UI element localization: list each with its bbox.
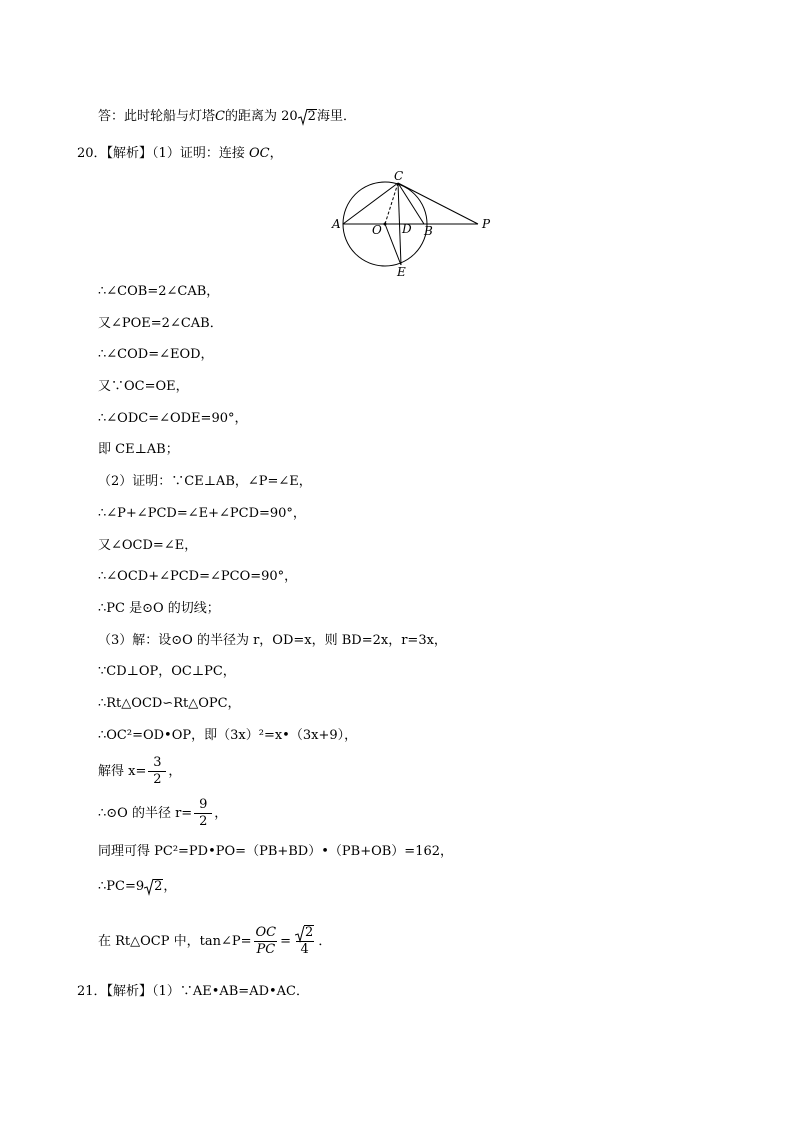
label-D: D: [402, 222, 412, 236]
proof-line: ∴∠COD=∠EOD，: [98, 347, 214, 362]
sqrt-symbol: 2: [295, 925, 314, 941]
proof-line: 又∵OC=OE，: [98, 379, 189, 394]
pc-squared-line: 同理可得 PC²=PD•PO=（PB+BD）•（PB+OB）=162，: [98, 844, 454, 859]
tan-line: 在 Rt△OCP 中，tan∠P= $\frac{OC}{PC}$ = $\frac{2}{4}$ ．: [98, 925, 332, 957]
pc-line: ∴PC=9 2，: [98, 879, 177, 894]
solve-x: 解得 x= $\frac{3}{2}$ ，: [98, 755, 182, 787]
q20-heading: 20．【解析】（1）证明：连接 OC，: [77, 146, 283, 161]
fraction: $\frac{3}{2}$: [148, 755, 166, 788]
proof-line: （2）证明：∵CE⊥AB，∠P=∠E，: [98, 474, 312, 489]
proof-line: ∴∠OCD+∠PCD=∠PCO=90°，: [98, 569, 298, 584]
proof-line: （3）解：设⊙O 的半径为 r，OD=x，则 BD=2x，r=3x，: [98, 633, 447, 648]
sqrt-symbol: 2: [298, 108, 317, 126]
label-P: P: [482, 217, 491, 231]
proof-line: ∴∠ODC=∠ODE=90°，: [98, 411, 248, 426]
proof-line: ∴∠COB=2∠CAB，: [98, 284, 220, 299]
fraction: $\frac{OC}{PC}$: [255, 925, 277, 957]
proof-line: ∵CD⊥OP，OC⊥PC，: [98, 664, 236, 679]
label-B: B: [424, 224, 433, 238]
label-E: E: [397, 265, 406, 278]
sqrt-symbol: 2: [144, 878, 163, 896]
label-C: C: [394, 169, 404, 183]
fraction: $\frac{9}{2}$: [194, 797, 212, 830]
answer-19: 答：此时轮船与灯塔C的距离为 20 2海里．: [98, 109, 356, 124]
fraction: $\frac{2}{4}$: [293, 925, 316, 958]
radius-line: ∴⊙O 的半径 r= $\frac{9}{2}$ ，: [98, 797, 228, 829]
proof-line: ∴Rt△OCD∽Rt△OPC，: [98, 696, 241, 711]
q21-heading: 21．【解析】（1）∵AE•AB=AD•AC．: [77, 984, 310, 999]
proof-line: 又∠OCD=∠E，: [98, 538, 198, 553]
label-A: A: [332, 217, 341, 231]
proof-line: ∴PC 是⊙O 的切线；: [98, 601, 220, 616]
proof-line: ∴OC²=OD•OP，即（3x）²=x•（3x+9），: [98, 728, 358, 743]
proof-line: 又∠POE=2∠CAB．: [98, 316, 223, 331]
proof-line: 即 CE⊥AB；: [98, 442, 179, 457]
proof-line: ∴∠P+∠PCD=∠E+∠PCD=90°，: [98, 506, 306, 521]
geometry-figure: [330, 168, 500, 278]
label-O: O: [372, 223, 382, 237]
